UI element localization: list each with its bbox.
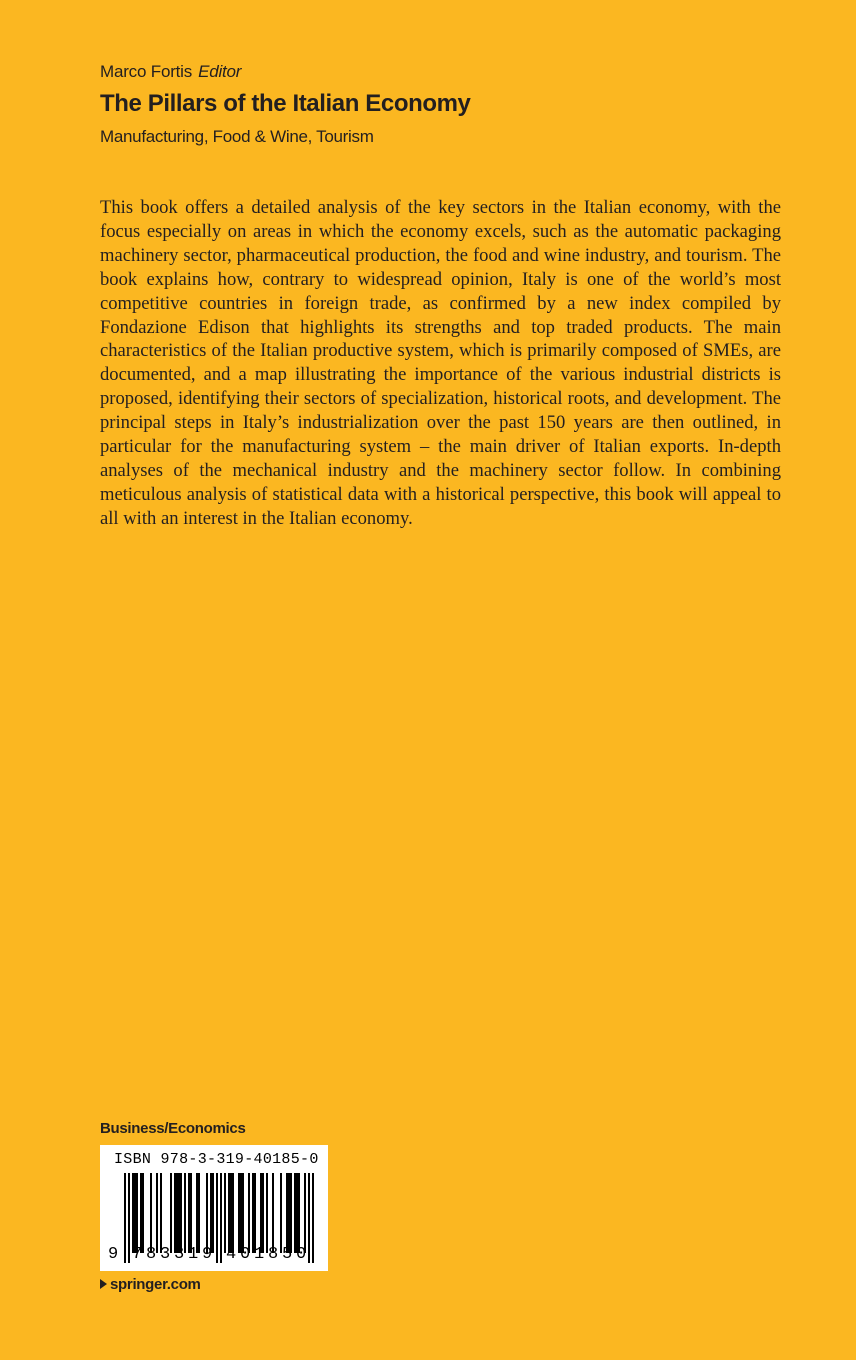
barcode-digit: 9: [108, 1245, 119, 1264]
barcode-bar: [254, 1173, 256, 1253]
barcode-bar: [174, 1173, 176, 1253]
triangle-arrow-icon: [100, 1279, 107, 1289]
barcode-bar: [206, 1173, 208, 1253]
barcode-digit: 9: [202, 1245, 213, 1264]
barcode-bar: [184, 1173, 186, 1253]
barcode-digit: 1: [188, 1245, 199, 1264]
barcode-bar: [230, 1173, 232, 1253]
barcode-digit: 0: [296, 1245, 307, 1264]
barcode-bar: [252, 1173, 254, 1253]
editor-name: Marco Fortis: [100, 62, 193, 81]
barcode-bar: [188, 1173, 190, 1253]
barcode-bar: [224, 1173, 226, 1253]
barcode-bar: [228, 1173, 230, 1253]
barcode-bar: [212, 1173, 214, 1253]
barcode-bar: [160, 1173, 162, 1253]
barcode-bar: [190, 1173, 192, 1253]
barcode-bar: [134, 1173, 136, 1253]
barcode-bar: [280, 1173, 282, 1253]
barcode-bar: [298, 1173, 300, 1253]
barcode-bar: [198, 1173, 200, 1253]
book-subtitle: Manufacturing, Food & Wine, Tourism: [100, 127, 374, 146]
barcode-bar: [294, 1173, 296, 1253]
barcode-bar: [304, 1173, 306, 1253]
barcode-bar: [136, 1173, 138, 1253]
barcode-bar: [242, 1173, 244, 1253]
barcode-bar: [266, 1173, 268, 1253]
barcode-digit: 5: [282, 1245, 293, 1264]
barcode-digit: 8: [268, 1245, 279, 1264]
barcode-bar: [176, 1173, 178, 1253]
book-title: The Pillars of the Italian Economy: [100, 90, 471, 117]
barcode-bar: [142, 1173, 144, 1253]
barcode-bar: [178, 1173, 180, 1253]
barcode-bar: [296, 1173, 298, 1253]
barcode-bar: [290, 1173, 292, 1253]
barcode-bar: [286, 1173, 288, 1253]
barcode-bar: [140, 1173, 142, 1253]
barcode-bar: [238, 1173, 240, 1253]
barcode-digit: 4: [226, 1245, 237, 1264]
barcode-digit: 3: [160, 1245, 171, 1264]
barcode-box: [100, 1145, 328, 1271]
barcode-bar: [288, 1173, 290, 1253]
barcode-digit: 0: [240, 1245, 251, 1264]
barcode-digit: 1: [254, 1245, 265, 1264]
barcode-bar: [248, 1173, 250, 1253]
barcode-digit: 8: [146, 1245, 157, 1264]
barcode-digit: 3: [174, 1245, 185, 1264]
barcode-bar: [132, 1173, 134, 1253]
editor-line: [100, 62, 241, 82]
subject-category: Business/Economics: [100, 1120, 246, 1137]
barcode-bar: [240, 1173, 242, 1253]
barcode-bar: [150, 1173, 152, 1253]
book-blurb: This book offers a detailed analysis of the key sectors in the Italian economy, with the focus especially on areas in which the economy excels, such as the automatic packaging machinery sector, pharmaceutical production, the food and wine industry, and tourism. The book explains how, contrary to widespread opinion, Italy is one of the world’s most competitive countries in foreign trade, as confirmed by a new index compiled by Fondazione Edison that highlights its strengths and top traded products. The main characteristics of the Italian productive system, which is primarily composed of SMEs, are documented, and a map illustrating the importance of the various industrial districts is proposed, identifying their sectors of specialization, historical roots, and development. The principal steps in Italy’s industrialization over the past 150 years are then outlined, in particular for the manufacturing system – the main driver of Italian exports. In-depth analyses of the mechanical industry and the machinery sector follow. In combining meticulous analysis of statistical data with a historical perspective, this book will appeal to all with an interest in the Italian economy.: [100, 197, 781, 529]
barcode-bar: [232, 1173, 234, 1253]
barcode-digit: 7: [132, 1245, 143, 1264]
barcode-bar: [260, 1173, 262, 1253]
barcode-digits: [100, 1245, 328, 1265]
publisher-website[interactable]: [100, 1276, 201, 1293]
editor-role: Editor: [198, 62, 242, 81]
barcode-bar: [180, 1173, 182, 1253]
barcode-bar: [272, 1173, 274, 1253]
barcode-bar: [156, 1173, 158, 1253]
website-label: springer.com: [110, 1276, 201, 1293]
barcode-bar: [262, 1173, 264, 1253]
barcode-bar: [196, 1173, 198, 1253]
isbn-text: ISBN 978-3-319-40185-0: [114, 1151, 319, 1168]
barcode-bar: [170, 1173, 172, 1253]
barcode-bar: [210, 1173, 212, 1253]
